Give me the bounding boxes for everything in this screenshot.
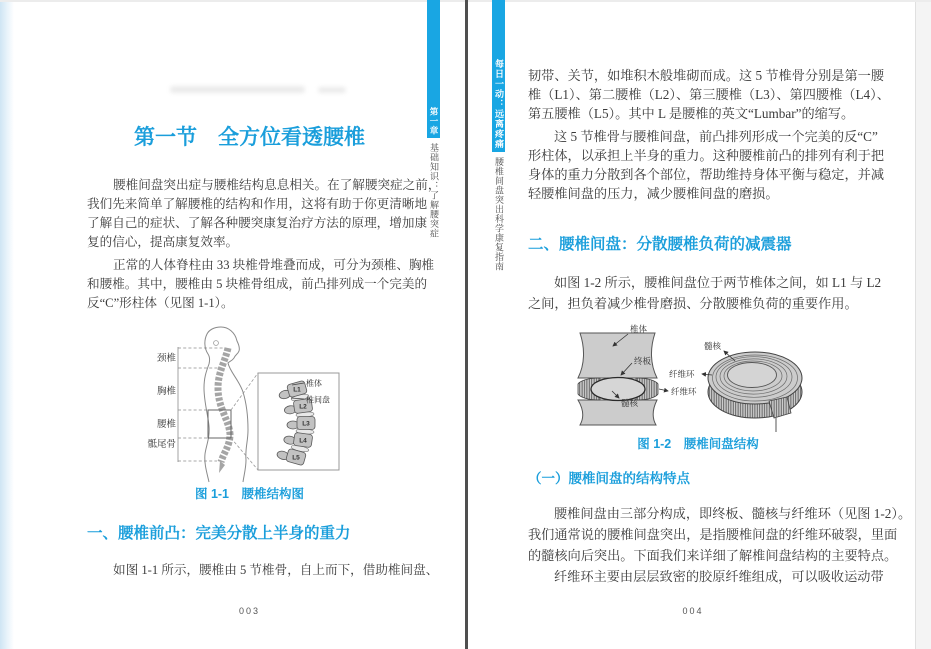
- paragraph: [528, 272, 881, 314]
- text-line: 这 5 节椎骨与腰椎间盘，前凸排列形成一个完美的反“C”: [554, 129, 878, 144]
- label-annulus-left: 纤维环: [671, 386, 697, 397]
- page-left: [8, 0, 465, 649]
- inset-connector: [231, 438, 258, 470]
- disc-3d-view: [708, 352, 802, 432]
- text-line: 腰椎间盘由三部分构成，即终板、髓核与纤维环（见图 1-2）。: [554, 506, 912, 521]
- text-line: 之间，担负着减少椎骨磨损、分散腰椎负荷的重要作用。: [528, 296, 858, 311]
- page-number: 003: [238, 606, 261, 616]
- subsection-heading: （一）腰椎间盘的结构特点: [528, 471, 690, 486]
- text-line: 的髓核向后突出。下面我们来详细了解椎间盘结构的主要特点。: [528, 548, 898, 563]
- text-line: 腰椎间盘突出症与腰椎结构息息相关。在了解腰突症之前，: [113, 178, 441, 192]
- print-bleed-artifact: [318, 87, 346, 93]
- paragraph: [87, 256, 434, 313]
- print-bleed-artifact: [170, 86, 305, 93]
- page-right: [468, 0, 915, 649]
- vertebra-label-l5: L5: [292, 454, 300, 462]
- label-cervical: 颈椎: [156, 353, 176, 364]
- label-endplate: 终板: [634, 356, 652, 366]
- text-line: 和腰椎。其中，腰椎由 5 块椎骨组成，前凸排列成一个完美的: [87, 277, 428, 291]
- vertebra-label-l3: L3: [302, 420, 310, 428]
- paragraph: [87, 561, 438, 580]
- text-line: 反“C”形柱体（见图 1-1）。: [87, 296, 234, 310]
- figure-1-1-diagram: [140, 320, 350, 485]
- ear: [214, 341, 219, 346]
- chapter-tab: [427, 0, 440, 138]
- paragraph: [528, 66, 890, 123]
- label-vertebral-body: 椎体: [630, 324, 648, 334]
- book-title-tab: [492, 0, 505, 152]
- text-line: 椎（L1）、第二腰椎（L2）、第三腰椎（L3）、第四腰椎（L4）、: [528, 87, 890, 102]
- page-edge-right: [915, 0, 931, 649]
- paragraph: [87, 176, 440, 252]
- text-line: 如图 1-1 所示，腰椎由 5 节椎骨，自上而下，借助椎间盘、: [113, 563, 439, 577]
- text-line: 我们先来简单了解腰椎的结构和作用，这将有助于你更清晰地: [87, 197, 428, 211]
- label-thoracic: 胸椎: [156, 386, 176, 397]
- text-line: 如图 1-2 所示，腰椎间盘位于两节椎体之间，如 L1 与 L2: [554, 275, 882, 290]
- label-nucleus-right: 髓核: [704, 341, 722, 351]
- book-tab-slogan: 每日一动：远离疼痛: [494, 59, 504, 149]
- figure-caption: 图 1-2 腰椎间盘结构: [637, 437, 759, 451]
- text-line: 了解自己的症状、了解各种腰突康复治疗方法的原理，增加康: [87, 216, 428, 230]
- lumbar-inset: [258, 373, 339, 470]
- vertebra-label-l1: L1: [293, 386, 301, 394]
- text-line: 韧带、关节，如堆积木般堆砌而成。这 5 节椎骨分别是第一腰: [528, 68, 885, 83]
- text-line: 纤维环主要由层层致密的胶原纤维组成，可以吸收运动带: [554, 569, 884, 584]
- book-tab-title: 腰椎间盘突出科学康复指南: [494, 157, 504, 271]
- label-sacrum: 骶尾骨: [147, 439, 176, 450]
- section-title: 第一节 全方位看透腰椎: [134, 126, 365, 149]
- paragraph: [528, 503, 911, 587]
- paragraph: [528, 127, 884, 203]
- chapter-tab-subtitle: 基础知识：了解腰突症: [429, 143, 439, 238]
- disc-side-view: [578, 333, 658, 425]
- nucleus-pulposus: [728, 363, 777, 388]
- subsection-heading: 一、腰椎前凸：完美分散上半身的重力: [87, 525, 351, 542]
- label-vertebral-body: 椎体: [306, 379, 322, 388]
- vertebra-label-l2: L2: [299, 403, 307, 411]
- figure-caption: 图 1-1 腰椎结构图: [194, 487, 305, 501]
- text-line: 正常的人体脊柱由 33 块椎骨堆叠而成，可分为颈椎、胸椎: [113, 258, 435, 272]
- label-nucleus-left: 髓核: [621, 398, 639, 408]
- text-line: 第五腰椎（L5）。其中 L 是腰椎的英文“Lumbar”的缩写。: [528, 106, 855, 121]
- inset-connector: [231, 373, 258, 410]
- label-annulus-right: 纤维环: [669, 369, 695, 379]
- text-line: 身体的重力分散到各个部位，帮助维持身体平衡与稳定，并减: [528, 167, 885, 182]
- label-disc: 椎间盘: [306, 395, 330, 405]
- text-line: 形柱体，以承担上半身的重力。这种腰椎前凸的排列有利于把: [528, 148, 885, 163]
- page-number: 004: [682, 606, 704, 616]
- callout-line: [659, 389, 668, 391]
- label-lumbar: 腰椎: [156, 419, 176, 430]
- chapter-tab-label: 第一章: [429, 106, 439, 135]
- figure-1-2-diagram: [555, 318, 825, 440]
- text-line: 我们通常说的腰椎间盘突出，是指腰椎间盘的纤维环破裂，里面: [528, 527, 898, 542]
- text-line: 轻腰椎间盘的压力，减少腰椎间盘的磨损。: [528, 186, 779, 201]
- text-line: 复的信心，提高康复效率。: [87, 235, 239, 249]
- vertebra-label-l4: L4: [299, 437, 307, 445]
- subsection-heading: 二、腰椎间盘：分散腰椎负荷的减震器: [528, 236, 792, 253]
